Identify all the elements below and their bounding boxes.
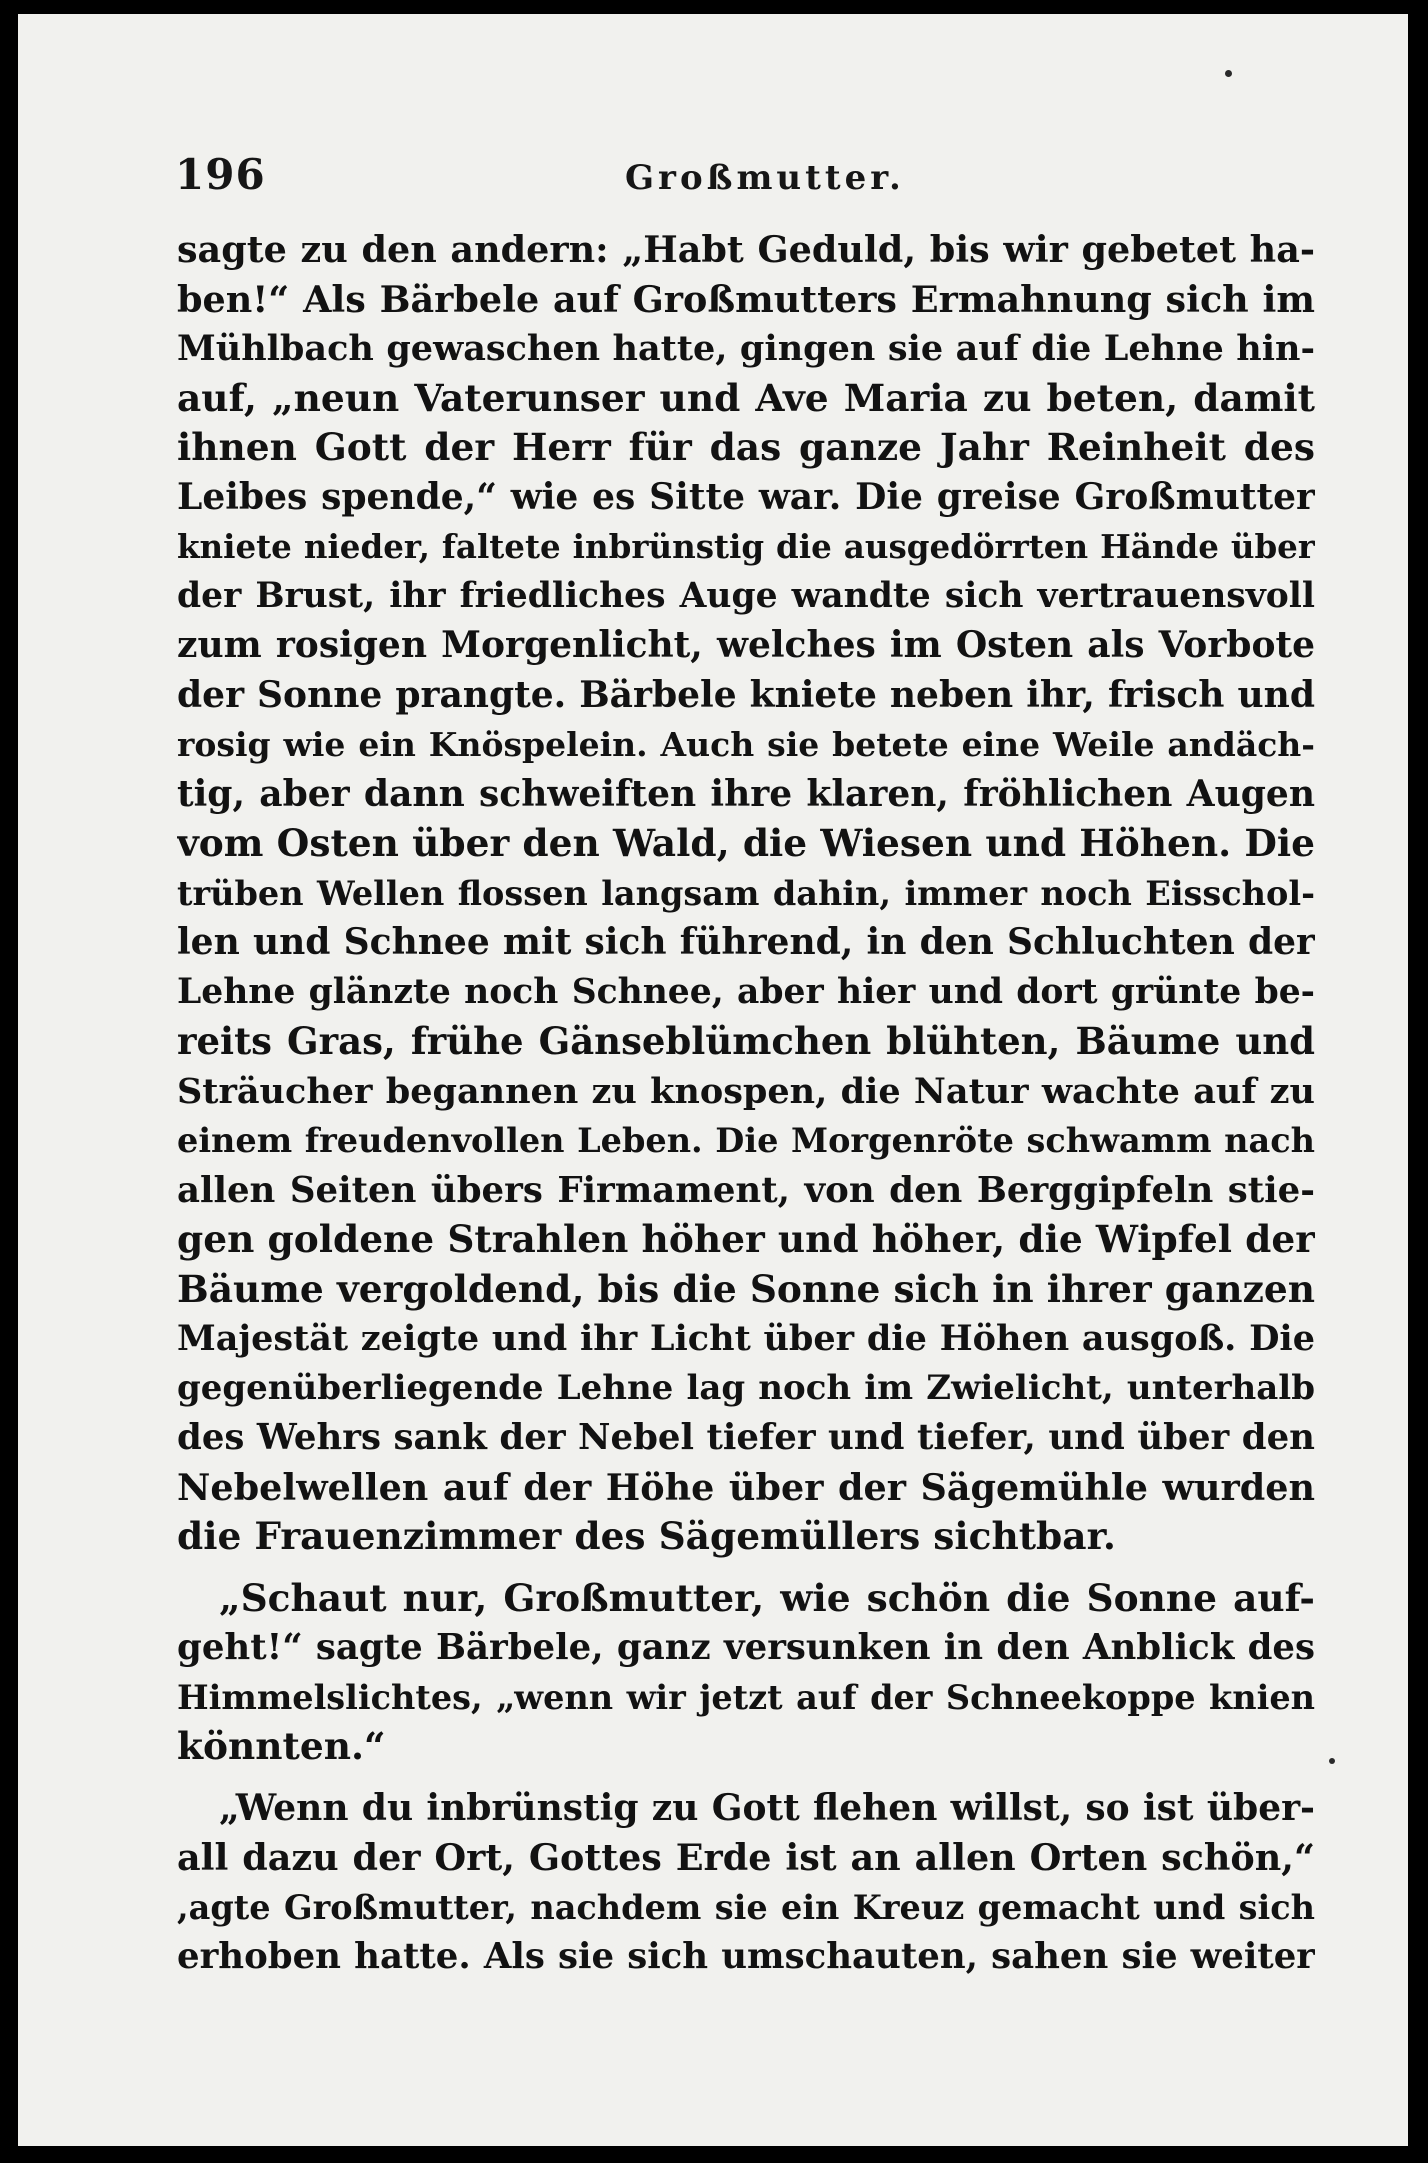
text-line: einem freudenvollen Leben. Die Morgenröte schwamm nach — [177, 1121, 1315, 1160]
page-header — [175, 150, 1315, 210]
text-line: Mühlbach gewaschen hatte, gingen sie auf die Lehne hin- — [177, 328, 1315, 369]
text-line: zum rosigen Morgenlicht, welches im Osten als Vorbote — [177, 624, 1315, 666]
text-line: „Wenn du inbrünstig zu Gott flehen willst, so ist über- — [219, 1786, 1315, 1829]
text-line: Lehne glänzte noch Schnee, aber hier und dort grünte be- — [177, 971, 1315, 1012]
paragraph-1 — [177, 225, 1315, 1562]
ink-speck — [1329, 1758, 1335, 1764]
text-line: geht!“ sagte Bärbele, ganz versunken in den Anblick des — [177, 1627, 1315, 1668]
text-line: trüben Wellen flossen langsam dahin, immer noch Eisschol- — [177, 873, 1315, 913]
text-line: Bäume vergoldend, bis die Sonne sich in ihrer ganzen — [177, 1266, 1315, 1311]
paragraph-2 — [177, 1574, 1315, 1772]
page-number: 196 — [175, 150, 266, 199]
text-line: erhoben hatte. Als sie sich umschauten, sahen sie weiter — [177, 1936, 1315, 1977]
running-title: Großmutter. — [625, 158, 905, 198]
text-line: der Sonne prangte. Bärbele kniete neben ihr, frisch und — [177, 673, 1315, 716]
ink-speck — [1225, 70, 1232, 77]
text-line: Leibes spende,“ wie es Sitte war. Die greise Großmutter — [177, 475, 1315, 518]
text-line: ihnen Gott der Herr für das ganze Jahr Reinheit des — [177, 425, 1315, 469]
text-line: könnten.“ — [177, 1724, 386, 1768]
text-line: reits Gras, frühe Gänseblümchen blühten, Bäume und — [177, 1019, 1315, 1063]
paragraph-3 — [177, 1784, 1315, 1982]
body-text — [177, 225, 1315, 1982]
paragraph-gap — [177, 1562, 1315, 1574]
text-line: gen goldene Strahlen höher und höher, die Wipfel der — [177, 1217, 1315, 1261]
text-line: die Frauenzimmer des Sägemüllers sichtbar. — [177, 1514, 1116, 1558]
text-line: allen Seiten übers Firmament, von den Berggipfeln stie- — [177, 1169, 1315, 1211]
text-line: gegenüberliegende Lehne lag noch im Zwielicht, unterhalb — [177, 1367, 1315, 1408]
text-line: ben!“ Als Bärbele auf Großmutters Ermahnung sich im — [177, 277, 1315, 321]
text-line: sagte zu den andern: „Habt Geduld, bis wir gebetet ha- — [177, 228, 1315, 271]
text-line: rosig wie ein Knöspelein. Auch sie betete eine Weile andäch- — [177, 725, 1315, 764]
text-line: Majestät zeigte und ihr Licht über die Höhen ausgoß. Die — [177, 1318, 1315, 1359]
text-line: all dazu der Ort, Gottes Erde ist an allen Orten schön,“ — [177, 1836, 1315, 1879]
text-line: „Schaut nur, Großmutter, wie schön die Sonne auf- — [219, 1575, 1315, 1620]
text-line: Himmelslichtes, „wenn wir jetzt auf der Schneekoppe knien — [177, 1677, 1315, 1717]
text-line: ,agte Großmutter, nachdem sie ein Kreuz gemacht und sich — [177, 1887, 1315, 1927]
paragraph-gap — [177, 1772, 1315, 1784]
text-line: tig, aber dann schweiften ihre klaren, fröhlichen Augen — [177, 772, 1315, 815]
text-line: auf, „neun Vaterunser und Ave Maria zu beten, damit — [177, 375, 1315, 420]
text-line: Sträucher begannen zu knospen, die Natur wachte auf zu — [177, 1070, 1315, 1112]
text-line: vom Osten über den Wald, die Wiesen und Höhen. Die — [177, 821, 1315, 865]
text-line: Nebelwellen auf der Höhe über der Sägemühle wurden — [177, 1465, 1315, 1509]
text-line: kniete nieder, faltete inbrünstig die ausgedörrten Hände über — [177, 527, 1315, 566]
text-line: des Wehrs sank der Nebel tiefer und tiefer, und über den — [177, 1417, 1315, 1458]
text-line: der Brust, ihr friedliches Auge wandte sich vertrauensvoll — [177, 575, 1315, 616]
text-line: len und Schnee mit sich führend, in den Schluchten der — [177, 921, 1315, 963]
